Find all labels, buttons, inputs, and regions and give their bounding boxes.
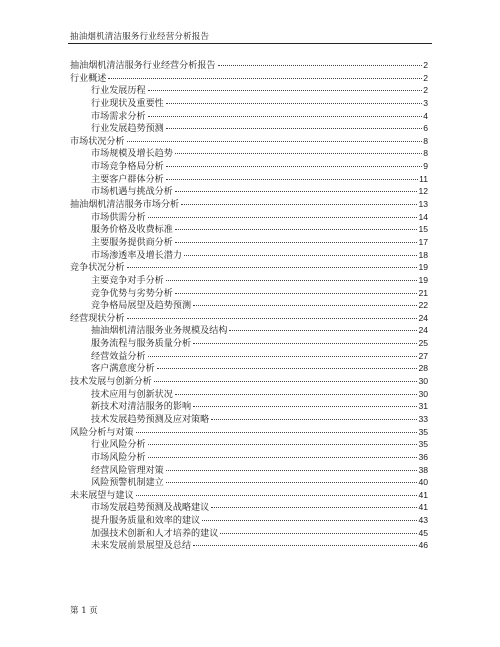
toc-entry-subsection[interactable] bbox=[70, 274, 428, 287]
toc-entry-title: 经营风险管理对策 bbox=[91, 465, 164, 476]
toc-entry-title: 市场发展趋势预测及战略建议 bbox=[91, 503, 210, 514]
toc-dot-leader bbox=[148, 116, 423, 117]
toc-entry-page: 21 bbox=[418, 287, 428, 298]
toc-entry-subsection[interactable] bbox=[70, 236, 428, 249]
toc-dot-leader bbox=[175, 229, 418, 230]
toc-entry-subsection[interactable] bbox=[70, 122, 428, 135]
toc-entry-title: 市场规模及增长趋势 bbox=[91, 149, 173, 160]
toc-entry-subsection[interactable] bbox=[70, 527, 428, 540]
toc-entry-subsection[interactable] bbox=[70, 97, 428, 110]
toc-entry-subsection[interactable] bbox=[70, 539, 428, 552]
toc-entry-title: 竞争格局展望及趋势预测 bbox=[91, 301, 192, 312]
toc-dot-leader bbox=[175, 191, 418, 192]
toc-dot-leader bbox=[166, 128, 422, 129]
toc-entry-section[interactable] bbox=[70, 72, 428, 85]
toc-entry-title: 经营现状分析 bbox=[70, 313, 125, 324]
toc-entry-title: 技术应用与创新状况 bbox=[91, 389, 173, 400]
toc-dot-leader bbox=[211, 507, 417, 508]
toc-entry-page: 31 bbox=[418, 401, 428, 412]
toc-dot-leader bbox=[136, 495, 418, 496]
toc-entry-title: 抽油烟机清洁服务市场分析 bbox=[70, 200, 180, 211]
toc-entry-page: 6 bbox=[423, 123, 428, 134]
toc-entry-subsection[interactable] bbox=[70, 464, 428, 477]
toc-entry-page: 13 bbox=[418, 199, 428, 210]
toc-entry-page: 36 bbox=[418, 451, 428, 462]
toc-entry-page: 15 bbox=[418, 224, 428, 235]
toc-dot-leader bbox=[127, 141, 423, 142]
toc-dot-leader bbox=[166, 470, 418, 471]
toc-dot-leader bbox=[127, 267, 418, 268]
toc-entry-page: 18 bbox=[418, 249, 428, 260]
toc-entry-section[interactable] bbox=[70, 375, 428, 388]
toc-dot-leader bbox=[193, 343, 417, 344]
toc-entry-page: 2 bbox=[423, 85, 428, 96]
toc-entry-section[interactable] bbox=[70, 135, 428, 148]
toc-dot-leader bbox=[148, 444, 418, 445]
toc-dot-leader bbox=[202, 520, 417, 521]
toc-entry-section[interactable] bbox=[70, 59, 428, 72]
toc-dot-leader bbox=[211, 419, 417, 420]
toc-entry-page: 2 bbox=[423, 60, 428, 70]
toc-entry-title: 技术发展趋势预测及应对策略 bbox=[91, 414, 210, 425]
toc-entry-subsection[interactable] bbox=[70, 438, 428, 451]
toc-entry-subsection[interactable] bbox=[70, 299, 428, 312]
toc-entry-page: 40 bbox=[418, 477, 428, 488]
toc-dot-leader bbox=[175, 153, 422, 154]
toc-entry-subsection[interactable] bbox=[70, 147, 428, 160]
toc-entry-page: 45 bbox=[418, 527, 428, 538]
toc-entry-subsection[interactable] bbox=[70, 287, 428, 300]
page-number-footer: 第 1 页 bbox=[70, 606, 98, 616]
toc-entry-title: 市场状况分析 bbox=[70, 136, 125, 147]
toc-entry-title: 未来发展前景展望及总结 bbox=[91, 541, 192, 552]
toc-entry-page: 19 bbox=[418, 274, 428, 285]
toc-entry-title: 加强技术创新和人才培养的建议 bbox=[91, 528, 219, 539]
toc-dot-leader bbox=[218, 65, 423, 66]
toc-entry-title: 行业发展趋势预测 bbox=[91, 124, 164, 135]
table-of-contents bbox=[70, 59, 428, 552]
toc-entry-title: 主要客户群体分析 bbox=[91, 174, 164, 185]
toc-entry-subsection[interactable] bbox=[70, 413, 428, 426]
toc-entry-subsection[interactable] bbox=[70, 223, 428, 236]
toc-entry-subsection[interactable] bbox=[70, 110, 428, 123]
toc-entry-title: 市场竞争格局分析 bbox=[91, 162, 164, 173]
toc-entry-section[interactable] bbox=[70, 198, 428, 211]
toc-entry-subsection[interactable] bbox=[70, 514, 428, 527]
toc-entry-subsection[interactable] bbox=[70, 388, 428, 401]
toc-dot-leader bbox=[166, 179, 418, 180]
toc-entry-title: 市场风险分析 bbox=[91, 452, 146, 463]
toc-entry-page: 2 bbox=[423, 72, 428, 83]
toc-entry-page: 30 bbox=[418, 376, 428, 387]
toc-entry-page: 8 bbox=[423, 148, 428, 159]
toc-entry-subsection[interactable] bbox=[70, 451, 428, 464]
toc-entry-title: 行业风险分析 bbox=[91, 440, 146, 451]
toc-dot-leader bbox=[148, 217, 418, 218]
toc-entry-title: 行业现状及重要性 bbox=[91, 98, 164, 109]
toc-entry-page: 22 bbox=[418, 300, 428, 311]
toc-entry-title: 抽油烟机清洁服务业务规模及结构 bbox=[91, 326, 228, 337]
running-header: 抽油烟机清洁服务行业经营分析报告 bbox=[70, 32, 210, 42]
toc-entry-section[interactable] bbox=[70, 426, 428, 439]
toc-entry-title: 抽油烟机清洁服务行业经营分析报告 bbox=[70, 61, 216, 71]
toc-entry-title: 风险预警机制建立 bbox=[91, 478, 164, 489]
toc-dot-leader bbox=[148, 457, 418, 458]
toc-dot-leader bbox=[193, 545, 417, 546]
toc-entry-subsection[interactable] bbox=[70, 337, 428, 350]
toc-entry-subsection[interactable] bbox=[70, 185, 428, 198]
toc-entry-subsection[interactable] bbox=[70, 173, 428, 186]
toc-entry-page: 24 bbox=[418, 312, 428, 323]
toc-entry-page: 9 bbox=[423, 161, 428, 172]
toc-dot-leader bbox=[220, 533, 417, 534]
toc-entry-title: 主要服务提供商分析 bbox=[91, 237, 173, 248]
toc-entry-title: 行业发展历程 bbox=[91, 86, 146, 97]
toc-entry-title: 服务流程与服务质量分析 bbox=[91, 339, 192, 350]
toc-entry-page: 35 bbox=[418, 439, 428, 450]
toc-entry-page: 25 bbox=[418, 338, 428, 349]
toc-entry-title: 服务价格及收费标准 bbox=[91, 225, 173, 236]
toc-dot-leader bbox=[184, 255, 417, 256]
toc-entry-title: 主要竞争对手分析 bbox=[91, 275, 164, 286]
toc-dot-leader bbox=[166, 166, 422, 167]
toc-entry-title: 市场渗透率及增长潜力 bbox=[91, 250, 182, 261]
toc-entry-page: 30 bbox=[418, 388, 428, 399]
toc-entry-page: 46 bbox=[418, 540, 428, 551]
toc-entry-title: 经营效益分析 bbox=[91, 351, 146, 362]
toc-entry-subsection[interactable] bbox=[70, 84, 428, 97]
toc-dot-leader bbox=[148, 356, 418, 357]
toc-entry-page: 14 bbox=[418, 211, 428, 222]
toc-entry-page: 19 bbox=[418, 262, 428, 273]
toc-dot-leader bbox=[175, 242, 418, 243]
toc-entry-section[interactable] bbox=[70, 261, 428, 274]
toc-dot-leader bbox=[148, 90, 423, 91]
toc-entry-subsection[interactable] bbox=[70, 400, 428, 413]
toc-dot-leader bbox=[154, 381, 418, 382]
toc-entry-section[interactable] bbox=[70, 489, 428, 502]
toc-entry-title: 技术发展与创新分析 bbox=[70, 377, 152, 388]
toc-entry-page: 8 bbox=[423, 135, 428, 146]
toc-entry-page: 33 bbox=[418, 413, 428, 424]
toc-dot-leader bbox=[108, 78, 422, 79]
toc-entry-section[interactable] bbox=[70, 312, 428, 325]
toc-entry-page: 27 bbox=[418, 350, 428, 361]
toc-dot-leader bbox=[166, 103, 422, 104]
toc-entry-subsection[interactable] bbox=[70, 476, 428, 489]
toc-entry-page: 38 bbox=[418, 464, 428, 475]
toc-entry-title: 新技术对清洁服务的影响 bbox=[91, 402, 192, 413]
toc-entry-page: 41 bbox=[418, 502, 428, 513]
toc-entry-subsection[interactable] bbox=[70, 501, 428, 514]
toc-entry-title: 未来展望与建议 bbox=[70, 490, 134, 501]
toc-entry-page: 17 bbox=[418, 236, 428, 247]
toc-entry-page: 11 bbox=[419, 173, 428, 184]
toc-dot-leader bbox=[166, 280, 418, 281]
toc-entry-page: 28 bbox=[418, 363, 428, 374]
toc-entry-page: 12 bbox=[418, 186, 428, 197]
toc-entry-page: 24 bbox=[418, 325, 428, 336]
toc-entry-subsection[interactable] bbox=[70, 350, 428, 363]
toc-entry-page: 41 bbox=[418, 489, 428, 500]
toc-dot-leader bbox=[166, 482, 418, 483]
toc-entry-subsection[interactable] bbox=[70, 160, 428, 173]
toc-entry-title: 竞争状况分析 bbox=[70, 263, 125, 274]
toc-entry-title: 市场机遇与挑战分析 bbox=[91, 187, 173, 198]
toc-entry-subsection[interactable] bbox=[70, 362, 428, 375]
toc-dot-leader bbox=[175, 293, 418, 294]
toc-dot-leader bbox=[175, 394, 418, 395]
toc-dot-leader bbox=[229, 330, 417, 331]
toc-entry-subsection[interactable] bbox=[70, 211, 428, 224]
header-rule bbox=[68, 43, 432, 44]
toc-entry-title: 提升服务质量和效率的建议 bbox=[91, 516, 201, 527]
toc-entry-page: 43 bbox=[418, 515, 428, 526]
toc-entry-subsection[interactable] bbox=[70, 249, 428, 262]
toc-entry-title: 市场供需分析 bbox=[91, 212, 146, 223]
toc-entry-page: 35 bbox=[418, 426, 428, 437]
toc-entry-title: 行业概述 bbox=[70, 73, 107, 84]
toc-entry-title: 客户满意度分析 bbox=[91, 364, 155, 375]
toc-entry-page: 3 bbox=[423, 97, 428, 108]
toc-dot-leader bbox=[136, 432, 418, 433]
toc-entry-title: 风险分析与对策 bbox=[70, 427, 134, 438]
toc-dot-leader bbox=[193, 305, 417, 306]
toc-dot-leader bbox=[127, 318, 418, 319]
toc-entry-page: 4 bbox=[423, 110, 428, 121]
toc-entry-title: 竞争优势与劣势分析 bbox=[91, 288, 173, 299]
toc-entry-subsection[interactable] bbox=[70, 324, 428, 337]
toc-dot-leader bbox=[157, 368, 418, 369]
toc-dot-leader bbox=[181, 204, 417, 205]
toc-dot-leader bbox=[193, 406, 417, 407]
toc-entry-title: 市场需求分析 bbox=[91, 111, 146, 122]
